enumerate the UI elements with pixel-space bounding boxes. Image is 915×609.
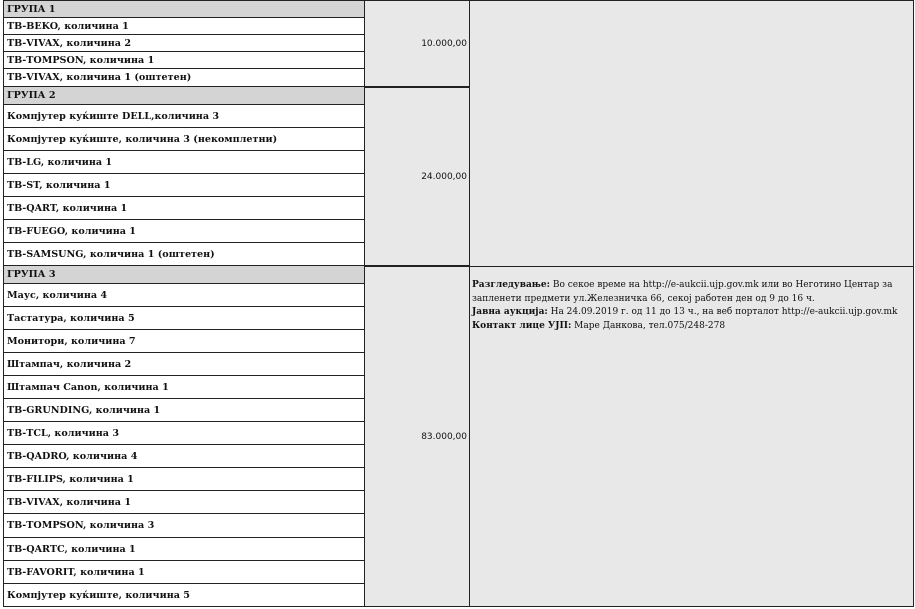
list-item <box>3 243 365 266</box>
item-label: ТВ-QADRO, количина 4 <box>7 450 138 462</box>
list-item <box>3 197 365 220</box>
list-item <box>3 284 365 307</box>
viewing-text: Во секое време на http://e-aukcii.ujp.gov.mk или во Неготино Центар за запленети предмети ул.Железничка 66, секој работен ден од 9 до 16 ч. <box>472 280 893 304</box>
list-item <box>3 128 365 151</box>
group-title: ГРУПА 2 <box>7 90 56 101</box>
items-column <box>3 0 365 607</box>
info-cell-top <box>469 0 914 267</box>
list-item <box>3 376 365 399</box>
list-item <box>3 174 365 197</box>
list-item <box>3 422 365 445</box>
item-label: ТВ-FUEGO, количина 1 <box>7 225 136 237</box>
info-text <box>472 279 910 333</box>
item-label: ТВ-QARTC, количина 1 <box>7 543 136 555</box>
item-label: Компјутер куќиште, количина 3 (некомплетни) <box>7 133 278 145</box>
list-item <box>3 353 365 376</box>
item-label: Компјутер куќиште, количина 5 <box>7 589 190 601</box>
item-label: ТВ-VIVAX, количина 2 <box>7 37 132 49</box>
list-item <box>3 52 365 69</box>
item-label: ТВ-TCL, количина 3 <box>7 427 120 439</box>
item-label: ТВ-FILIPS, количина 1 <box>7 473 134 485</box>
group-price: 83.000,00 <box>421 431 467 442</box>
list-item <box>3 151 365 174</box>
group-title: ГРУПА 3 <box>7 269 56 280</box>
list-item <box>3 35 365 52</box>
item-label: Штампач, количина 2 <box>7 358 132 370</box>
list-item <box>3 491 365 514</box>
auction-label: Јавна аукција: <box>472 307 548 317</box>
list-item <box>3 105 365 128</box>
item-label: ТВ-ST, количина 1 <box>7 179 111 191</box>
list-item <box>3 399 365 422</box>
auction-text: На 24.09.2019 г. од 11 до 13 ч., на веб порталот http://e-aukcii.ujp.gov.mk <box>547 307 898 317</box>
item-label: ТВ-QART, количина 1 <box>7 202 128 214</box>
list-item <box>3 18 365 35</box>
list-item <box>3 538 365 561</box>
group-price: 24.000,00 <box>421 171 467 182</box>
group-header <box>3 266 365 284</box>
item-label: Монитори, количина 7 <box>7 335 136 347</box>
item-label: ТВ-VIVAX, количина 1 <box>7 496 132 508</box>
list-item <box>3 584 365 607</box>
list-item <box>3 330 365 353</box>
item-label: Штампач Canon, количина 1 <box>7 381 169 393</box>
item-label: ТВ-VIVAX, количина 1 (оштетен) <box>7 72 192 83</box>
item-label: ТВ-TOMPSON, количина 1 <box>7 54 155 66</box>
list-item <box>3 220 365 243</box>
group-title: ГРУПА 1 <box>7 3 56 15</box>
group-price-cell <box>365 87 470 266</box>
list-item <box>3 561 365 584</box>
group-header <box>3 87 365 105</box>
item-label: ТВ-TOMPSON, количина 3 <box>7 520 155 531</box>
info-cell <box>469 266 914 607</box>
list-item <box>3 69 365 87</box>
item-label: Маус, количина 4 <box>7 289 108 301</box>
list-item <box>3 307 365 330</box>
group-price-cell <box>365 266 470 607</box>
contact-label: Контакт лице УЈП: <box>472 320 572 331</box>
item-label: ТВ-FAVORIT, количина 1 <box>7 566 145 578</box>
item-label: Тастатура, количина 5 <box>7 312 135 324</box>
group-price-cell <box>365 0 470 87</box>
list-item <box>3 468 365 491</box>
item-label: Компјутер куќиште DELL,количина 3 <box>7 110 220 122</box>
list-item <box>3 514 365 538</box>
item-label: ТВ-BEKO, количина 1 <box>7 20 129 32</box>
list-item <box>3 445 365 468</box>
contact-text: Маре Данкова, тел.075/248-278 <box>571 320 726 331</box>
viewing-label: Разгледување: <box>472 280 550 290</box>
item-label: ТВ-GRUNDING, количина 1 <box>7 404 161 416</box>
item-label: ТВ-LG, количина 1 <box>7 156 113 168</box>
item-label: ТВ-SAMSUNG, количина 1 (оштетен) <box>7 248 215 260</box>
group-price: 10.000,00 <box>421 38 467 49</box>
group-header <box>3 0 365 18</box>
